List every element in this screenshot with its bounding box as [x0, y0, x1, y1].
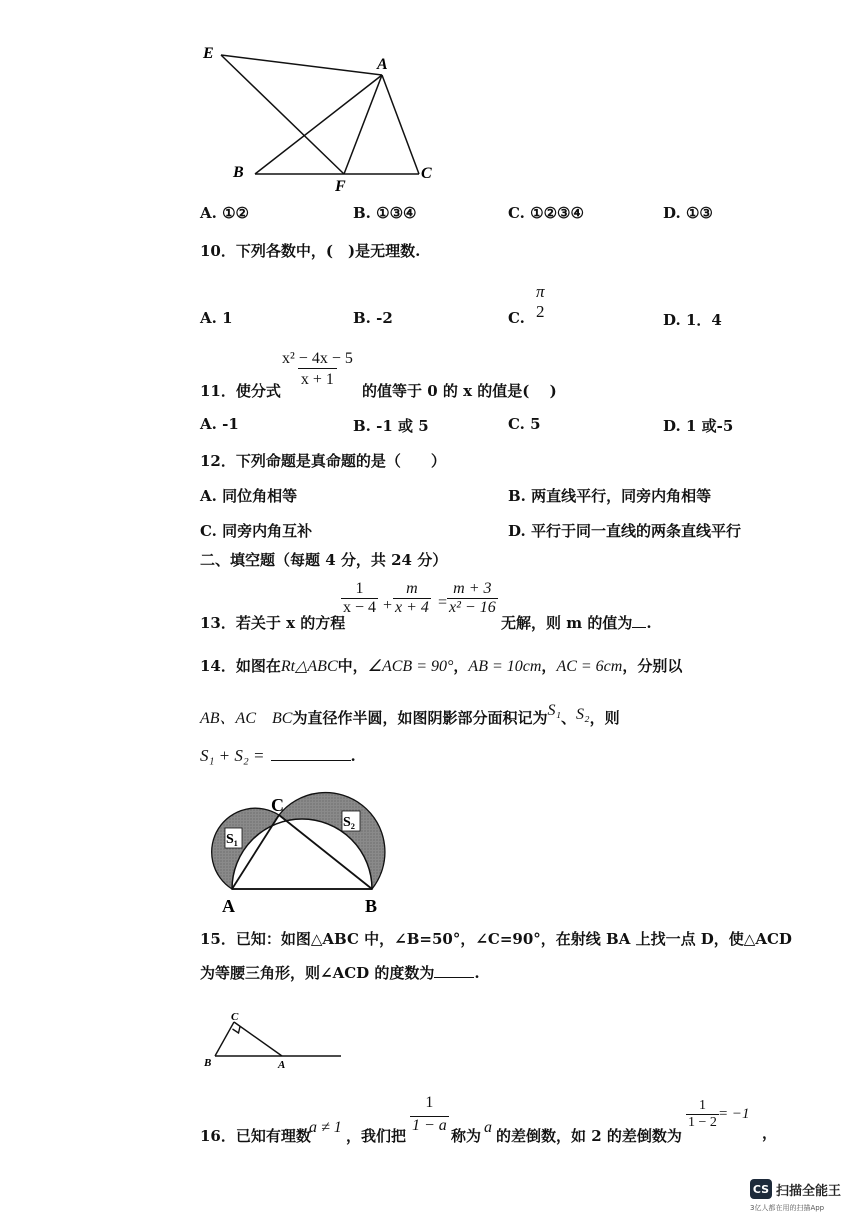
label-A: A	[278, 1059, 286, 1070]
q16-mid2: 称为	[451, 1127, 482, 1145]
q13-suffix: 无解，则 m 的值为 .	[501, 614, 652, 632]
q10-option-c-fraction: π 2	[536, 282, 545, 321]
q14-line2: AB、AC BC为直径作半圆，如图阴影部分面积记为S₁、S₂，则	[200, 702, 620, 727]
q15-answer-blank[interactable]	[434, 977, 474, 978]
q11-option-b: B. -1 或 5	[353, 417, 429, 435]
q11-option-d: D. 1 或-5	[663, 417, 734, 435]
q15-line2: 为等腰三角形，则∠ACD 的度数为 .	[200, 964, 480, 982]
q14-line1: 14．如图在Rt△ABC中，∠ACB = 90°，AB = 10cm，AC = 6cm，分别以	[200, 657, 683, 675]
q11-prefix: 11．使分式	[200, 382, 281, 400]
label-C: C	[231, 1011, 239, 1023]
figure-q14	[205, 785, 405, 920]
q12-option-a: A. 同位角相等	[200, 487, 298, 505]
q12-stem: 12．下列命题是真命题的是（ ）	[200, 452, 446, 470]
q9-option-d: D. ①③	[663, 204, 713, 222]
section-title: 二、填空题（每题 4 分，共 24 分）	[200, 551, 448, 569]
q16-mid1: ，我们把	[346, 1127, 407, 1145]
q16-fraction-2: $\frac{1}{1 - 2}$	[688, 1098, 717, 1130]
q11-option-a: A. -1	[200, 415, 239, 433]
label-C: C	[421, 165, 432, 182]
label-E: E	[203, 45, 214, 62]
q16-a: a	[484, 1119, 492, 1136]
label-B: B	[365, 896, 378, 916]
q16-condition: a ≠ 1	[309, 1119, 342, 1136]
q11-fraction: $\frac{\text{x² − 4x − 5}}{x + 1}$	[282, 350, 353, 388]
camscanner-logo: CS	[750, 1179, 772, 1199]
q9-option-b: B. ①③④	[353, 204, 417, 222]
q16-prefix: 16．已知有理数	[200, 1127, 311, 1145]
q13-prefix: 13．若关于 x 的方程	[200, 614, 346, 632]
q12-option-c: C. 同旁内角互补	[200, 522, 313, 540]
q13-fraction-2: $\frac{m}{x + 4}$	[395, 580, 429, 616]
q12-option-d: D. 平行于同一直线的两条直线平行	[508, 522, 741, 540]
q10-option-d: D. 1．4	[663, 311, 722, 329]
label-B: B	[204, 1057, 212, 1069]
figure-q9	[195, 35, 445, 195]
label-A: A	[377, 56, 388, 73]
q13-plus: +	[382, 597, 393, 614]
q13-fraction-3: $\frac{m + 3}{\text{x² − 16}}$	[449, 580, 496, 616]
q10-option-a: A. 1	[200, 309, 233, 327]
label-S2: S₂	[343, 815, 355, 830]
label-B: B	[233, 164, 244, 181]
label-C: C	[271, 795, 284, 815]
q14-line3: S₁ + S₂ = .	[200, 746, 356, 765]
q11-option-c: C. 5	[508, 415, 541, 433]
figure-q15	[198, 1008, 348, 1070]
label-S1: S₁	[226, 832, 238, 847]
label-A: A	[222, 896, 235, 916]
q10-option-c-letter: C.	[508, 309, 525, 327]
q16-equals: = −1	[718, 1106, 750, 1122]
watermark-brand: 扫描全能王	[776, 1184, 842, 1199]
q15-line1: 15．已知：如图△ABC 中，∠B=50°，∠C=90°，在射线 BA 上找一点 D，使△ACD	[200, 930, 792, 948]
label-F: F	[335, 178, 346, 195]
q12-option-b: B. 两直线平行，同旁内角相等	[508, 487, 712, 505]
q16-fraction-1: $\frac{1}{1 - a}$	[412, 1094, 447, 1134]
q11-suffix: 的值等于 0 的 x 的值是( )	[362, 382, 557, 400]
q9-option-a: A. ①②	[200, 204, 250, 222]
watermark-sub: 3亿人都在用的扫描App	[750, 1204, 825, 1212]
q13-fraction-1: $\frac{1}{x - 4}$	[343, 580, 377, 616]
q13-equals: =	[437, 594, 448, 611]
q16-mid3: 的差倒数，如 2 的差倒数为	[496, 1127, 682, 1145]
q13-answer-blank[interactable]	[632, 627, 646, 628]
q9-option-c: C. ①②③④	[508, 204, 584, 222]
q10-option-b: B. -2	[353, 309, 393, 327]
q10-stem: 10．下列各数中，( )是无理数.	[200, 242, 421, 260]
q16-end: ，	[762, 1124, 778, 1142]
q14-answer-blank[interactable]	[271, 760, 351, 761]
